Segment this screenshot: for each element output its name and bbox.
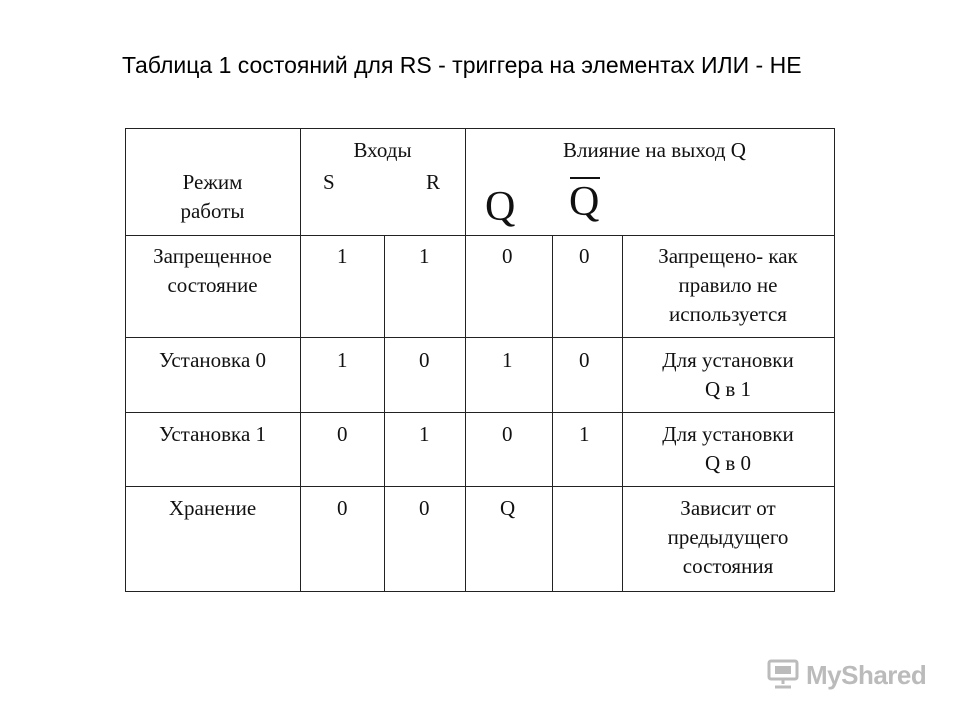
row4-q: Q (500, 496, 516, 520)
watermark-text: MyShared (806, 659, 927, 690)
row1-s: 1 (337, 244, 348, 268)
row1-q: 0 (502, 244, 513, 268)
header-r: R (426, 170, 441, 194)
row1-mode-line1: Запрещенное (153, 244, 272, 268)
header-q-bar: Q (569, 179, 600, 225)
header-s: S (323, 170, 335, 194)
table-col-line-qq (552, 235, 553, 592)
header-inputs: Входы (353, 138, 412, 162)
row1-r: 1 (419, 244, 430, 268)
table-border-right (834, 128, 835, 592)
row3-q-bar: 1 (579, 422, 590, 446)
row4-mode: Хранение (168, 496, 257, 520)
row1-mode (125, 242, 300, 300)
row3-q: 0 (502, 422, 513, 446)
row4-r: 0 (419, 496, 430, 520)
row2-q-bar: 0 (579, 348, 590, 372)
row2-note-line1: Для установки (662, 348, 794, 372)
row1-note-line3: используется (669, 302, 787, 326)
row4-note-line3: состояния (682, 554, 774, 578)
row4-s: 0 (337, 496, 348, 520)
row3-mode: Установка 1 (158, 422, 267, 446)
table-col-line-2 (465, 128, 466, 592)
table-line-row3 (125, 486, 835, 487)
page-title: Таблица 1 состояний для RS - триггера на элементах ИЛИ - НЕ (122, 52, 802, 78)
table-line-row2 (125, 412, 835, 413)
row2-q: 1 (502, 348, 513, 372)
row1-mode-line2: состояние (167, 273, 258, 297)
row3-note-line2: Q в 0 (704, 451, 752, 475)
header-mode-line1: Режим (182, 170, 243, 194)
header-mode-line2: работы (180, 199, 245, 223)
row3-note-line1: Для установки (662, 422, 794, 446)
row4-note (622, 494, 834, 581)
row2-note-line2: Q в 1 (704, 377, 752, 401)
table-line-header (125, 235, 835, 236)
row2-s: 1 (337, 348, 348, 372)
state-table (125, 128, 835, 592)
header-q: Q (485, 184, 516, 230)
header-mode (125, 168, 300, 226)
row2-note (622, 346, 834, 404)
row1-note-line1: Запрещено- как (658, 244, 798, 268)
row4-note-line2: предыдущего (667, 525, 789, 549)
row3-r: 1 (419, 422, 430, 446)
row3-s: 0 (337, 422, 348, 446)
row1-q-bar: 0 (579, 244, 590, 268)
row1-note-line2: правило не (678, 273, 778, 297)
watermark (766, 655, 936, 695)
row3-note (622, 420, 834, 478)
header-influence: Влияние на выход Q (563, 138, 746, 162)
table-col-line-sr (384, 235, 385, 592)
presentation-board-icon (766, 657, 800, 694)
table-line-row1 (125, 337, 835, 338)
row2-r: 0 (419, 348, 430, 372)
row2-mode: Установка 0 (158, 348, 267, 372)
table-border-top (125, 128, 835, 129)
row4-note-line1: Зависит от (680, 496, 776, 520)
table-border-bottom (125, 591, 835, 592)
table-col-line-1 (300, 128, 301, 592)
row1-note (622, 242, 834, 329)
